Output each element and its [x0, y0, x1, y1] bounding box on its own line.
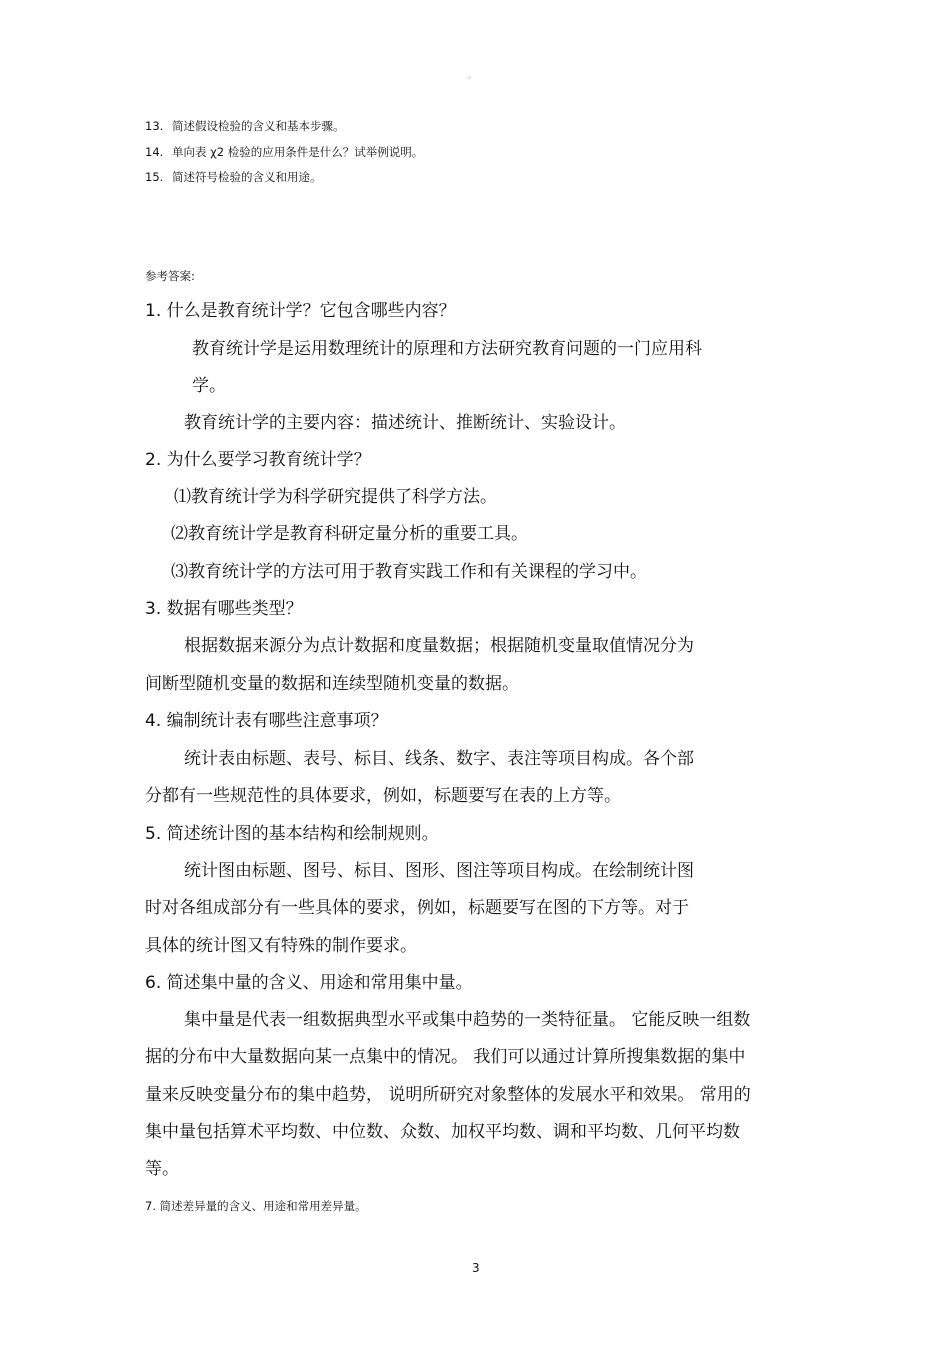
- answer-6-paragraph-4: 集中量包括算术平均数、中位数、众数、加权平均数、调和平均数、几何平均数: [145, 1122, 740, 1142]
- answer-5-paragraph-3: 具体的统计图又有特殊的制作要求。: [145, 936, 417, 956]
- page-number: 3: [472, 1261, 480, 1275]
- answer-6-paragraph-5: 等。: [145, 1159, 179, 1179]
- answer-6-paragraph-1: 集中量是代表一组数据典型水平或集中趋势的一类特征量。 它能反映一组数: [184, 1010, 751, 1030]
- answer-2-question: 2. 为什么要学习教育统计学？: [145, 450, 371, 470]
- answer-6-paragraph-3: 量来反映变量分布的集中趋势， 说明所研究对象整体的发展水平和效果。 常用的: [145, 1085, 751, 1105]
- answer-5-paragraph-2: 时对各组成部分有一些具体的要求，例如，标题要写在图的下方等。对于: [145, 898, 689, 918]
- question-13-number: 13.: [145, 119, 164, 133]
- answer-4-paragraph-2: 分都有一些规范性的具体要求，例如，标题要写在表的上方等。: [145, 786, 621, 806]
- answer-1-paragraph-3: 教育统计学的主要内容：描述统计、推断统计、实验设计。: [184, 413, 626, 433]
- answer-2-item-2: ⑵教育统计学是教育科研定量分析的重要工具。: [171, 524, 528, 544]
- question-15-number: 15.: [145, 170, 164, 184]
- answer-1-question: 1. 什么是教育统计学？它包含哪些内容？: [145, 301, 456, 321]
- answer-2-item-1: ⑴教育统计学为科学研究提供了科学方法。: [174, 487, 497, 507]
- question-14-number: 14.: [145, 145, 164, 159]
- answer-3-question: 3. 数据有哪些类型？: [145, 599, 303, 619]
- answer-3-paragraph-1: 根据数据来源分为点计数据和度量数据；根据随机变量取值情况分为: [184, 636, 694, 656]
- answer-5-question: 5. 简述统计图的基本结构和绘制规则。: [145, 824, 439, 844]
- answer-4-paragraph-1: 统计表由标题、表号、标目、线条、数字、表注等项目构成。各个部: [184, 749, 694, 769]
- answer-1-paragraph-1: 教育统计学是运用数理统计的原理和方法研究教育问题的一门应用科: [192, 339, 702, 359]
- answers-title: 参考答案:: [145, 269, 195, 283]
- answer-6-question: 6. 简述集中量的含义、用途和常用集中量。: [145, 973, 473, 993]
- question-14-text: 单向表 χ2 检验的应用条件是什么？试举例说明。: [172, 145, 424, 159]
- answer-2-item-3: ⑶教育统计学的方法可用于教育实践工作和有关课程的学习中。: [171, 562, 647, 582]
- answer-6-paragraph-2: 据的分布中大量数据向某一点集中的情况。 我们可以通过计算所搜集数据的集中: [145, 1047, 746, 1067]
- answer-1-paragraph-2: 学。: [192, 376, 226, 396]
- question-13-text: 简述假设检验的含义和基本步骤。: [172, 119, 345, 133]
- answer-3-paragraph-2: 间断型随机变量的数据和连续型随机变量的数据。: [145, 674, 519, 694]
- answer-5-paragraph-1: 统计图由标题、图号、标目、图形、图注等项目构成。在绘制统计图: [184, 861, 694, 881]
- header-mark: 。: [468, 71, 476, 80]
- question-15-text: 简述符号检验的含义和用途。: [172, 170, 322, 184]
- answer-4-question: 4. 编制统计表有哪些注意事项？: [145, 711, 388, 731]
- answer-7-question: 7. 简述差异量的含义、用途和常用差异量。: [145, 1199, 367, 1213]
